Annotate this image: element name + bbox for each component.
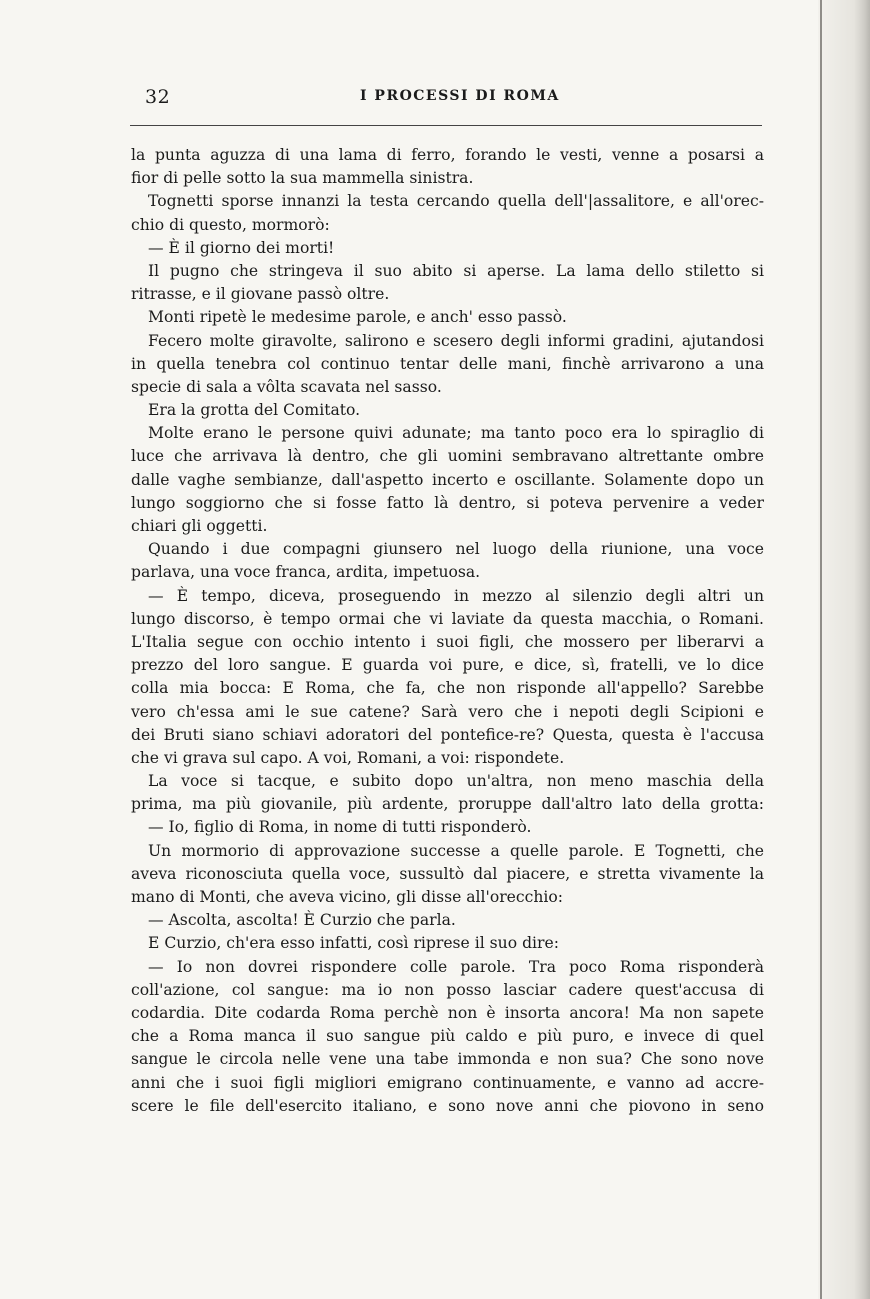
- text-line: vero ch'essa ami le sue catene? Sarà vero che i nepoti degli Scipioni e: [131, 702, 764, 721]
- text-line: anni che i suoi figli migliori emigrano continuamente, e vanno ad accre-: [131, 1073, 764, 1092]
- text-line: Tognetti sporse innanzi la testa cercando quella dell'|assalitore, e all'orec-: [148, 192, 764, 211]
- text-line: parlava, una voce franca, ardita, impetuosa.: [131, 563, 481, 582]
- header-rule: [130, 125, 762, 126]
- body-text: [131, 144, 764, 1118]
- text-line: — Io non dovrei rispondere colle parole. Tra poco Roma risponderà: [148, 957, 764, 976]
- text-line: L'Italia segue con occhio intento i suoi figli, che mossero per liberarvi a: [131, 632, 764, 651]
- text-line: colla mia bocca: E Roma, che fa, che non risponde all'appello? Sarebbe: [131, 679, 764, 698]
- text-line: che a Roma manca il suo sangue più caldo e più puro, e invece di quel: [131, 1027, 764, 1046]
- page-number: 32: [145, 86, 171, 108]
- text-line: La voce si tacque, e subito dopo un'altra, non meno maschia della: [148, 772, 764, 791]
- text-line: Fecero molte giravolte, salirono e scesero degli informi gradini, ajutandosi: [148, 331, 764, 350]
- text-line: Molte erano le persone quivi adunate; ma tanto poco era lo spiraglio di: [148, 424, 764, 443]
- page-edge-line: [820, 0, 822, 1299]
- text-line: prezzo del loro sangue. E guarda voi pure, e dice, sì, fratelli, ve lo dice: [131, 656, 764, 675]
- page-edge-shadow: [818, 0, 870, 1299]
- text-line: codardia. Dite codarda Roma perchè non è insorta ancora! Ma non sapete: [131, 1003, 764, 1022]
- text-line: Il pugno che stringeva il suo abito si aperse. La lama dello stiletto si: [148, 261, 764, 280]
- text-line: lungo soggiorno che si fosse fatto là dentro, si poteva pervenire a veder: [131, 493, 764, 512]
- text-line: la punta aguzza di una lama di ferro, forando le vesti, venne a posarsi a: [131, 146, 764, 164]
- text-line: chio di questo, mormorò:: [131, 215, 330, 234]
- text-line: aveva riconosciuta quella voce, sussultò dal piacere, e stretta vivamente la: [131, 864, 764, 883]
- text-line: dei Bruti siano schiavi adoratori del pontefice-re? Questa, questa è l'accusa: [131, 725, 764, 744]
- text-line: Era la grotta del Comitato.: [148, 401, 361, 420]
- text-line: luce che arrivava là dentro, che gli uomini sembravano altrettante ombre: [131, 447, 764, 466]
- text-line: in quella tenebra col continuo tentar delle mani, finchè arrivarono a una: [131, 354, 764, 373]
- text-line: prima, ma più giovanile, più ardente, proruppe dall'altro lato della grotta:: [131, 795, 764, 814]
- text-line: mano di Monti, che aveva vicino, gli disse all'orecchio:: [131, 888, 564, 906]
- text-line: Monti ripetè le medesime parole, e anch' esso passò.: [148, 308, 567, 327]
- text-line: dalle vaghe sembianze, dall'aspetto incerto e oscillante. Solamente dopo un: [131, 470, 764, 489]
- text-line: ritrasse, e il giovane passò oltre.: [131, 285, 390, 304]
- text-line: E Curzio, ch'era esso infatti, così riprese il suo dire:: [148, 934, 559, 953]
- text-line: scere le file dell'esercito italiano, e sono nove anni che piovono in seno: [131, 1096, 764, 1115]
- text-line: Un mormorio di approvazione successe a quelle parole. E Tognetti, che: [148, 841, 764, 860]
- text-line: — Ascolta, ascolta! È Curzio che parla.: [148, 911, 456, 930]
- text-line: fior di pelle sotto la sua mammella sinistra.: [131, 169, 474, 188]
- running-title: I PROCESSI DI ROMA: [360, 88, 560, 104]
- text-line: — Io, figlio di Roma, in nome di tutti risponderò.: [148, 818, 532, 837]
- text-line: chiari gli oggetti.: [131, 517, 268, 535]
- text-line: Quando i due compagni giunsero nel luogo della riunione, una voce: [148, 540, 764, 559]
- text-line: lungo discorso, è tempo ormai che vi laviate da questa macchia, o Romani.: [131, 609, 764, 628]
- text-line: coll'azione, col sangue: ma io non posso lasciar cadere quest'accusa di: [131, 980, 764, 999]
- text-line: sangue le circola nelle vene una tabe immonda e non sua? Che sono nove: [131, 1050, 764, 1069]
- text-line: — È il giorno dei morti!: [148, 238, 335, 257]
- text-line: specie di sala a vôlta scavata nel sasso.: [131, 377, 442, 396]
- text-line: — È tempo, diceva, proseguendo in mezzo al silenzio degli altri un: [148, 586, 764, 605]
- text-line: che vi grava sul capo. A voi, Romani, a voi: rispondete.: [131, 748, 565, 767]
